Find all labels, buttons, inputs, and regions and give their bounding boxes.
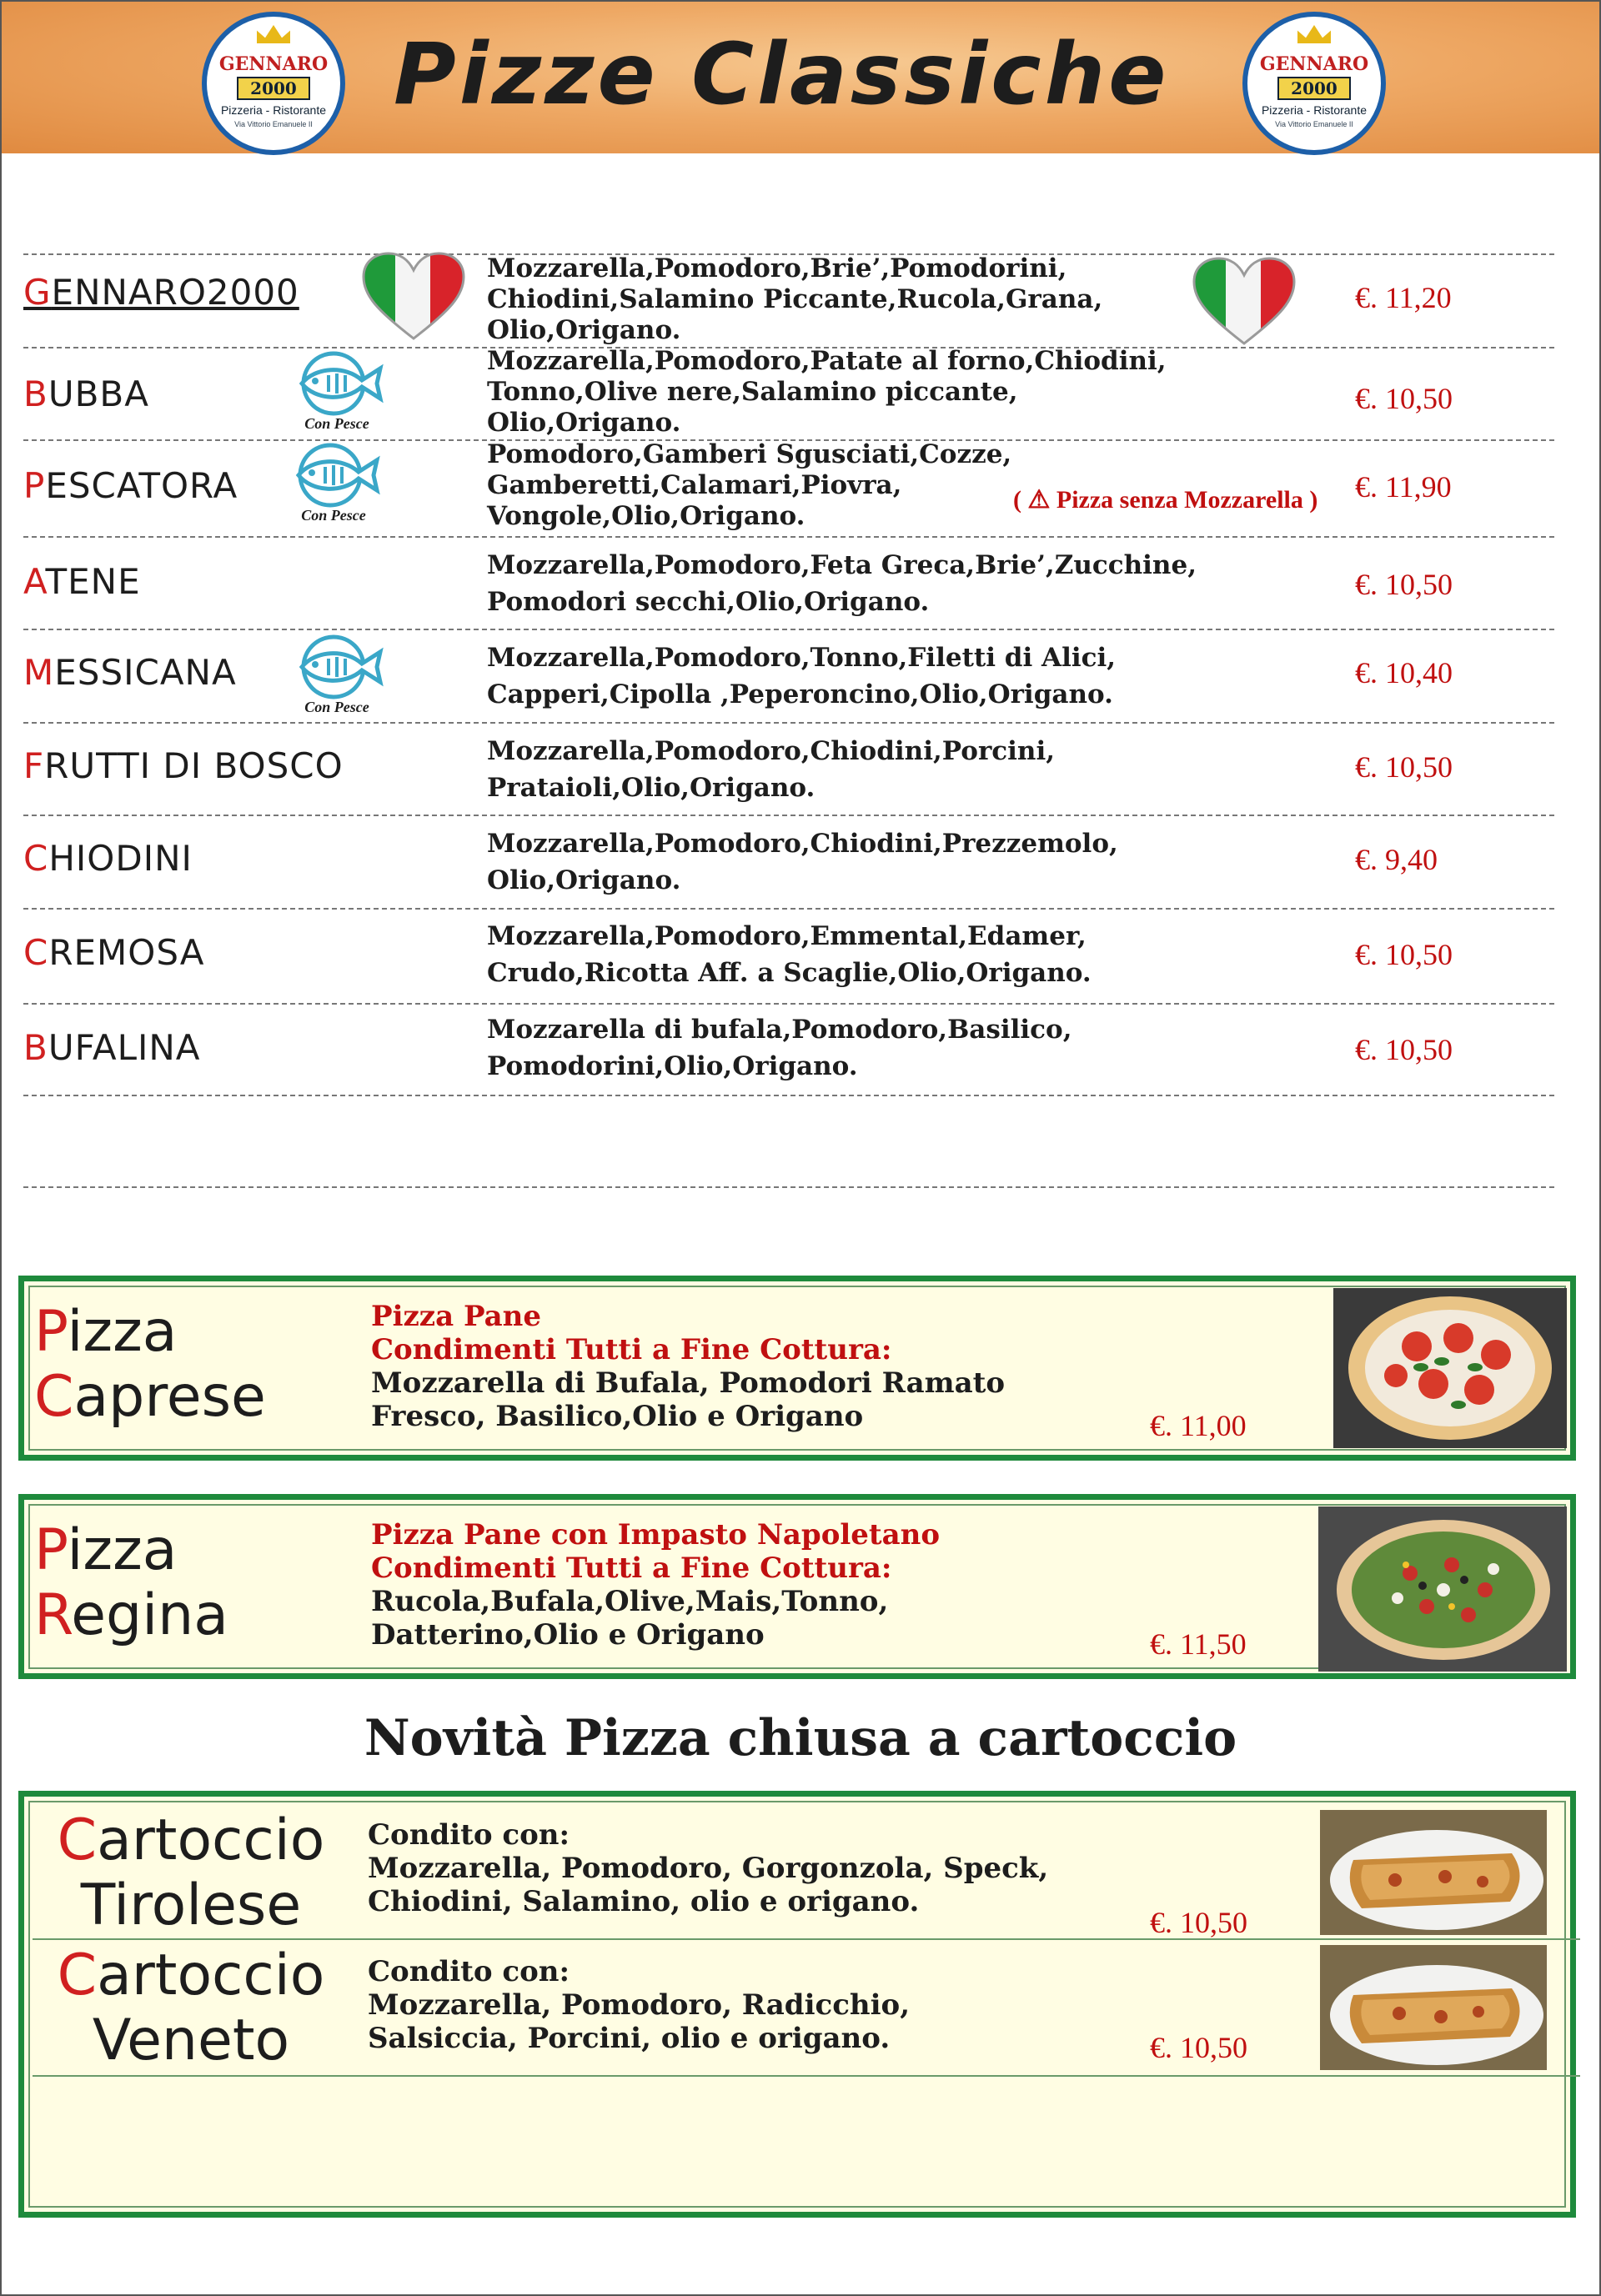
menu-header xyxy=(2,2,1599,153)
cartoccio-name: Cartoccio Tirolese xyxy=(57,1807,325,1938)
page-title: Pizze Classiche xyxy=(394,25,1170,124)
pizza-ingredients: Mozzarella,Pomodoro,Brie’,Pomodorini, Chiodini,Salamino Piccante,Rucola,Grana, Olio,Origano. xyxy=(487,253,1103,345)
special-name: Pizza Regina xyxy=(34,1517,228,1648)
pizza-name: BUFALINA xyxy=(23,1027,201,1068)
logo-address: Via Vittorio Emanuele II xyxy=(1275,120,1353,128)
cartoccio-tirolese-image xyxy=(1320,1810,1547,1935)
cartoccio-ingredients: Condito con: Mozzarella, Pomodoro, Radicchio, Salsiccia, Porcini, olio e origano. xyxy=(368,1955,911,2055)
row-divider xyxy=(23,629,1554,630)
pizza-price: €. 10,50 xyxy=(1355,568,1453,601)
fish-icon xyxy=(287,634,387,700)
pizza-ingredients: Mozzarella,Pomodoro,Patate al forno,Chiodini, Tonno,Olive nere,Salamino piccante, Olio,Origano. xyxy=(487,346,1167,438)
logo-brand: GENNARO xyxy=(218,53,329,75)
cartoccio-divider xyxy=(33,1938,1580,1940)
regina-pizza-image xyxy=(1318,1506,1567,1672)
special-heading: Pizza Pane con Impasto Napoletano Condimenti Tutti a Fine Cottura: xyxy=(371,1518,941,1585)
cartoccio-divider xyxy=(33,2075,1580,2077)
pizza-name: ATENE xyxy=(23,561,141,602)
row-divider xyxy=(23,1095,1554,1096)
special-ingredients: Rucola,Bufala,Olive,Mais,Tonno, Datterino,Olio e Origano xyxy=(371,1585,889,1652)
crown-icon xyxy=(1297,25,1331,43)
cartoccio-name: Cartoccio Veneto xyxy=(57,1943,325,2073)
caprese-pizza-image xyxy=(1333,1288,1567,1448)
fish-icon xyxy=(284,442,384,509)
special-price: €. 11,00 xyxy=(1150,1409,1247,1442)
special-ingredients: Mozzarella di Bufala, Pomodori Ramato Fresco, Basilico,Olio e Origano xyxy=(371,1366,1006,1433)
pizza-price: €. 11,20 xyxy=(1355,281,1452,314)
pizza-price: €. 9,40 xyxy=(1355,843,1438,876)
crown-icon xyxy=(257,25,290,43)
italian-heart-icon xyxy=(1191,257,1297,348)
special-name: Pizza Caprese xyxy=(34,1299,266,1430)
logo-address: Via Vittorio Emanuele II xyxy=(234,120,313,128)
logo-subtitle: Pizzeria - Ristorante xyxy=(1261,103,1368,117)
pizza-name: PESCATORA xyxy=(23,465,238,506)
fish-badge: Con Pesce xyxy=(287,350,387,433)
special-heading: Pizza Pane Condimenti Tutti a Fine Cottura: xyxy=(371,1300,892,1366)
row-divider xyxy=(23,1186,1554,1188)
pizza-ingredients: Mozzarella,Pomodoro,Chiodini,Porcini, Prataioli,Olio,Origano. xyxy=(487,736,1056,803)
row-divider xyxy=(23,815,1554,816)
row-divider xyxy=(23,722,1554,724)
pizza-ingredients: Mozzarella di bufala,Pomodoro,Basilico, Pomodorini,Olio,Origano. xyxy=(487,1015,1072,1081)
pizza-ingredients: Pomodoro,Gamberi Sgusciati,Cozze, Gamberetti,Calamari,Piovra, Vongole,Olio,Origano. xyxy=(487,439,1012,531)
cartoccio-ingredients: Condito con: Mozzarella, Pomodoro, Gorgonzola, Speck, Chiodini, Salamino, olio e origano. xyxy=(368,1818,1049,1918)
logo-brand: GENNARO xyxy=(1259,53,1369,75)
no-mozzarella-warning: ( ⚠ Pizza senza Mozzarella ) xyxy=(1013,486,1318,514)
cartoccio-price: €. 10,50 xyxy=(1150,2031,1247,2064)
pizza-ingredients: Mozzarella,Pomodoro,Tonno,Filetti di Alici, Capperi,Cipolla ,Peperoncino,Olio,Origano. xyxy=(487,643,1117,709)
pizza-ingredients: Mozzarella,Pomodoro,Emmental,Edamer, Crudo,Ricotta Aff. a Scaglie,Olio,Origano. xyxy=(487,921,1092,988)
novita-heading: Novità Pizza chiusa a cartoccio xyxy=(364,1709,1237,1767)
special-regina xyxy=(18,1494,1576,1679)
logo-subtitle: Pizzeria - Ristorante xyxy=(220,103,327,117)
pizza-name: CHIODINI xyxy=(23,838,193,879)
pizza-price: €. 11,90 xyxy=(1355,470,1452,504)
italian-heart-icon xyxy=(360,252,467,343)
pizza-name: FRUTTI DI BOSCO xyxy=(23,745,344,786)
pizza-price: €. 10,50 xyxy=(1355,382,1453,415)
pizza-name: CREMOSA xyxy=(23,932,205,973)
special-price: €. 11,50 xyxy=(1150,1627,1247,1661)
pizza-price: €. 10,50 xyxy=(1355,938,1453,971)
row-divider xyxy=(23,908,1554,910)
pizza-price: €. 10,50 xyxy=(1355,750,1453,784)
pizza-price: €. 10,40 xyxy=(1355,656,1453,689)
row-divider xyxy=(23,1003,1554,1005)
fish-icon xyxy=(287,350,387,417)
gennaro-logo-left xyxy=(202,12,345,155)
pizza-ingredients: Mozzarella,Pomodoro,Chiodini,Prezzemolo, Olio,Origano. xyxy=(487,829,1118,895)
pizza-ingredients: Mozzarella,Pomodoro,Feta Greca,Brie’,Zucchine, Pomodori secchi,Olio,Origano. xyxy=(487,550,1197,617)
gennaro-logo-right xyxy=(1242,12,1386,155)
row-divider xyxy=(23,536,1554,538)
pizza-price: €. 10,50 xyxy=(1355,1033,1453,1066)
logo-year: 2000 xyxy=(1277,77,1351,100)
pizza-name: BUBBA xyxy=(23,373,149,414)
cartoccio-veneto-image xyxy=(1320,1945,1547,2070)
pizza-name: GENNARO2000 xyxy=(23,272,299,313)
cartoccio-price: €. 10,50 xyxy=(1150,1906,1247,1939)
logo-year: 2000 xyxy=(237,77,310,100)
fish-badge: Con Pesce xyxy=(287,634,387,716)
special-caprese xyxy=(18,1276,1576,1461)
cartoccio-box xyxy=(18,1791,1576,2218)
fish-badge: Con Pesce xyxy=(284,442,384,524)
pizza-name: MESSICANA xyxy=(23,652,237,693)
